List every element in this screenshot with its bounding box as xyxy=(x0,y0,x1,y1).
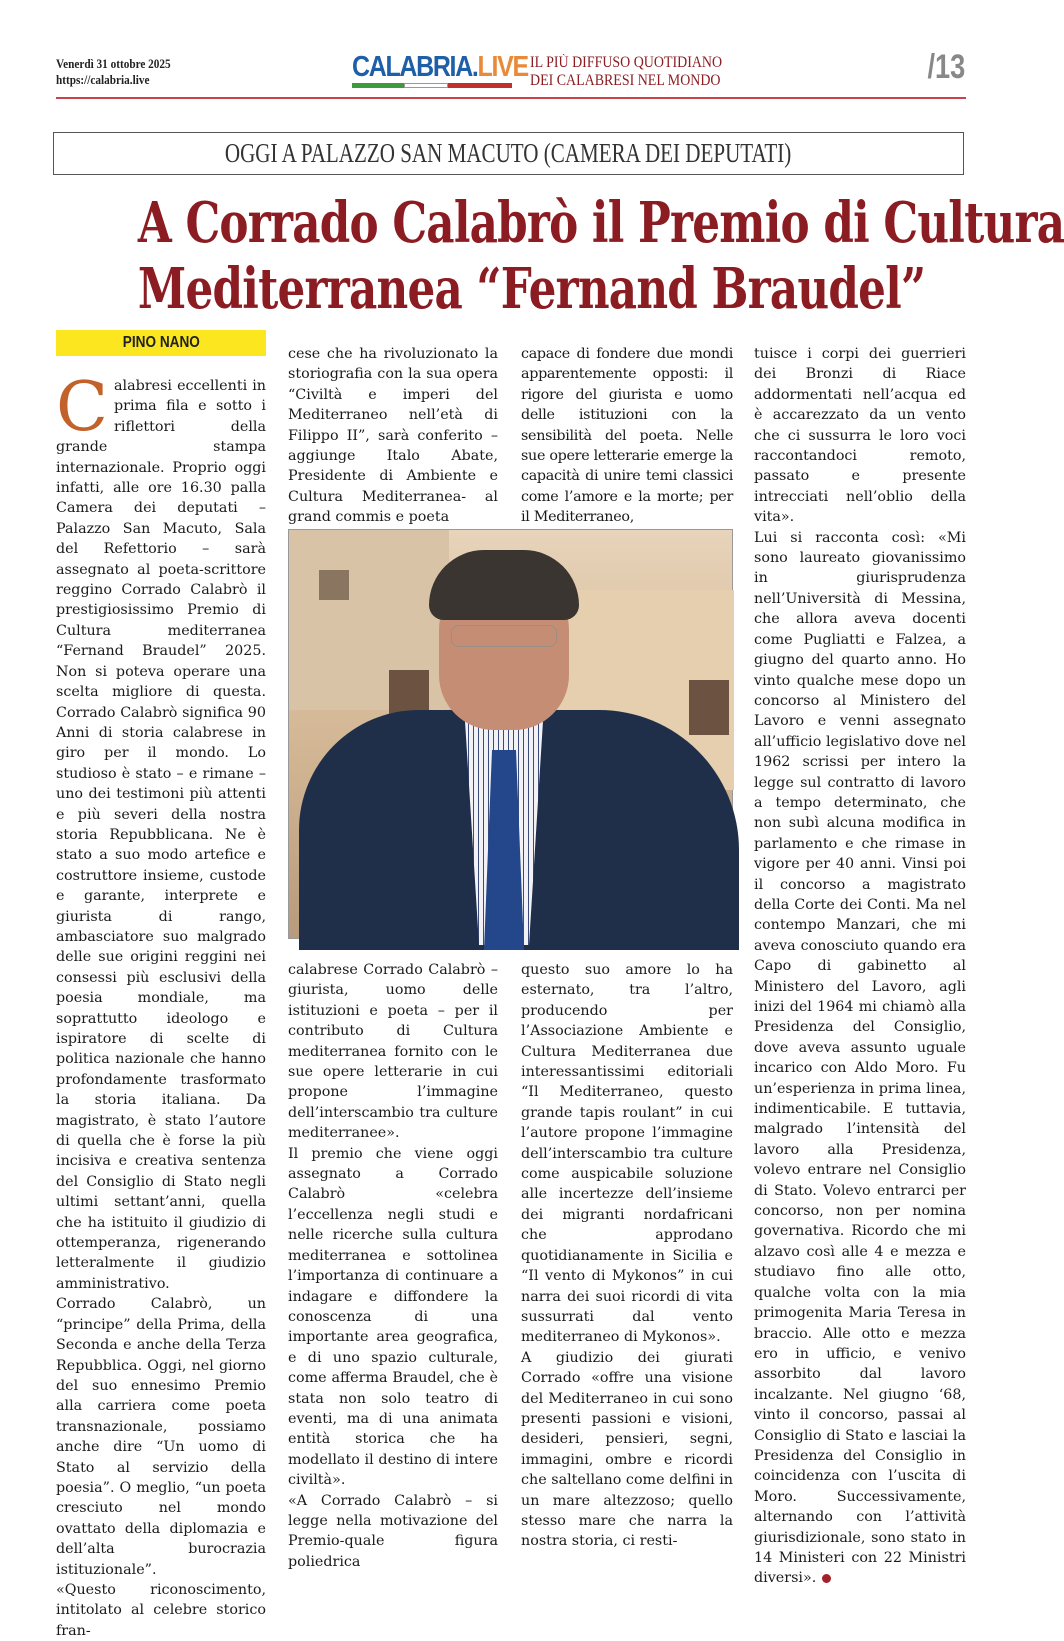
article-headline: A Corrado Calabrò il Premio di Cultura Mediterranea “Fernand Braudel” xyxy=(137,190,1064,322)
logo-text-calabria: CALABRIA. xyxy=(352,51,478,83)
article-paragraph: «A Corrado Calabrò – si legge nella motivazione del Premio-quale figura poliedrica xyxy=(288,1492,498,1570)
end-of-article-dot-icon xyxy=(822,1574,831,1583)
author-byline: PINO NANO xyxy=(56,330,266,356)
site-url[interactable]: https://calabria.live xyxy=(56,73,150,87)
issue-date: Venerdì 31 ottobre 2025 xyxy=(56,57,171,71)
article-column-2-bottom xyxy=(288,960,498,1572)
article-column-1 xyxy=(56,368,266,1641)
article-paragraph: capace di fondere due mondi apparentemente opposti: il rigore del giurista e uomo delle istituzioni con la sensibilità del poeta. Nelle sue opere letterarie emerge la capacità di unire temi classici come l’amore e la morte; per il Mediterraneo, xyxy=(521,346,733,526)
italian-flag-stripe-icon xyxy=(352,83,512,88)
article-column-3-top xyxy=(521,344,733,528)
article-column-4 xyxy=(754,344,966,1589)
dropcap-letter: C xyxy=(56,368,109,447)
logo-text-live: LIVE xyxy=(477,51,528,83)
article-paragraph: Il premio che viene oggi assegnato a Corrado Calabrò «celebra l’eccellenza negli studi e nelle ricerche sulla cultura mediterranea e sottolinea l’importanza di continuare a indagare e diffondere la conoscenza di una importante area geografica, e di uno spazio culturale, come afferma Braudel, che è stata non solo teatro di eventi, ma di una animata entità storica che ha modellato il destino di intere civiltà». xyxy=(288,1145,498,1489)
article-paragraph: Corrado Calabrò, un “principe” della Prima, della Seconda e anche della Terza Repubblica. Oggi, nel giorno del suo ennesimo Premio alla carriera come poeta transnazionale, possiamo anche dire “Un uomo di Stato al servizio della poesia”. O meglio, “un poeta cresciuto nel mondo ovattato della diplomazia e dell’alta burocrazia istituzionale”. xyxy=(56,1296,266,1578)
portrait-photo xyxy=(288,529,733,939)
article-paragraph: cese che ha rivoluzionato la storiografia con la sua opera “Civiltà e imperi del Mediterraneo nell’età di Filippo II”, sarà conferito – aggiunge Italo Abate, Presidente di Ambiente e Cultura Mediterranea- al grand commis e poeta xyxy=(288,346,498,526)
article-paragraph: tuisce i corpi dei guerrieri dei Bronzi di Riace addormentati nell’acqua ed è accarezzato da un vento che ci sussurra le loro voci raccontandoci remoto, passato e presente intrecciati nell’oblio della vita». xyxy=(754,346,966,526)
article-column-3-bottom xyxy=(521,960,733,1552)
masthead-dateline xyxy=(56,56,171,88)
article-kicker: OGGI A PALAZZO SAN MACUTO (CAMERA DEI DEPUTATI) xyxy=(53,132,964,175)
article-paragraph: calabrese Corrado Calabrò – giurista, uomo delle istituzioni e poeta – per il contributo di Cultura mediterranea fornito con le sue opere letterarie in cui propone l’immagine dell’interscambio tra culture mediterranee». xyxy=(288,962,498,1142)
article-column-2-top xyxy=(288,344,498,528)
page-number: /13 xyxy=(927,48,965,86)
article-paragraph: questo suo amore lo ha esternato, tra l’altro, producendo per l’Associazione Ambiente e Cultura Mediterranea due interessantissimi editoriali “Il Mediterraneo, questo grande tapis roulant” in cui l’autore propone l’immagine dell’interscambio tra culture come auspicabile soluzione alle incertezze dell’insieme dei migranti nordafricani che approdano quotidianamente in Sicilia e “Il vento di Mykonos” in cui narra dei suoi ricordi di vita sussurrati dal vento mediterraneo di Mykonos». xyxy=(521,962,733,1346)
article-paragraph: Lui si racconta così: «Mi sono laureato giovanissimo in giurisprudenza nell’Università di Messina, che allora aveva docenti come Pugliatti e Falzea, a giugno del quarto anno. Ho vinto qualche mese dopo un concorso al Ministero del Lavoro e venni assegnato all’ufficio legislativo dove nel 1962 scrissi per intero la legge sul contratto di lavoro a tempo determinato, che non subì alcuna modifica in parlamento e che rimase in vigore per 40 anni. Vinsi poi il concorso a magistrato della Corte dei Conti. Ma nel contempo Manzari, che mi aveva conosciuto quando era Capo di gabinetto al Ministero del Lavoro, agli inizi del 1964 mi chiamò alla Presidenza del Consiglio, dove aveva assunto uguale incarico con Aldo Moro. Fu un’esperienza in prima linea, indimenticabile. E tuttavia, malgrado l’intensità del lavoro alla Presidenza, volevo entrare nel Consiglio di Stato. Volevo entrarci per concorso, non per nomina governativa. Ricordo che mi alzavo così alle 4 e mezza e studiavo fino alle otto, qualche volta con la mia primogenita Maria Teresa in braccio. Alle otto e mezza ero in ufficio, e venivo assorbito dal lavoro incalzante. Nel giugno ‘68, vinto il concorso, passai al Consiglio di Stato e lasciai la Presidenza del Consiglio in coincidenza con l’uscita di Moro. Successivamente, alternando con l’attività giurisdizionale, sono stato in 14 Ministeri con 22 Ministri diversi». xyxy=(754,529,966,1587)
article-paragraph: A giudizio dei giurati Corrado «offre una visione del Mediterraneo in cui sono presenti passioni e visioni, desideri, pensieri, segni, immagini, ombre e ricordi che saltellano come delfini in un mare altezzoso; quello stesso mare che narra la nostra storia, ci resti- xyxy=(521,1349,733,1550)
masthead-tagline: IL PIÙ DIFFUSO QUOTIDIANO DEI CALABRESI NEL MONDO xyxy=(530,54,723,89)
article-paragraph: «Questo riconoscimento, intitolato al celebre storico fran- xyxy=(56,1581,266,1639)
header-divider xyxy=(56,97,966,99)
calabria-live-logo[interactable] xyxy=(352,51,528,90)
article-paragraph: Calabresi eccellenti in prima fila e sotto i riflettori della grande stampa internazionale. Proprio oggi infatti, alle ore 16.30 palla Camera dei deputati – Palazzo San Macuto, Sala del Refettorio – sarà assegnato al poeta-scrittore reggino Corrado Calabrò il prestigiosissimo Premio di Cultura mediterranea “Fernand Braudel” 2025. Non si poteva operare una scelta migliore di questa. Corrado Calabrò significa 90 Anni di storia calabrese in giro per il mondo. Lo studioso è stato – e rimane – uno dei testimoni più attenti e più severi della nostra storia Repubblicana. Ne è stato a suo modo artefice e costruttore insieme, custode e garante, interprete e giurista di rango, ambasciatore suo malgrado delle sue origini reggini nei consessi più esclusivi della poesia mondiale, ma soprattutto ideologo e ispiratore di scelte di politica nazionale che hanno profondamente trasformato la storia italiana. Da magistrato, è stato l’autore di quella che è forse la più incisiva e creativa sentenza del Consiglio di Stato negli ultimi settant’anni, quella che ha istituito il giudizio di ottemperanza, rigenerando letteralmente il giudizio amministrativo. xyxy=(56,368,266,1292)
